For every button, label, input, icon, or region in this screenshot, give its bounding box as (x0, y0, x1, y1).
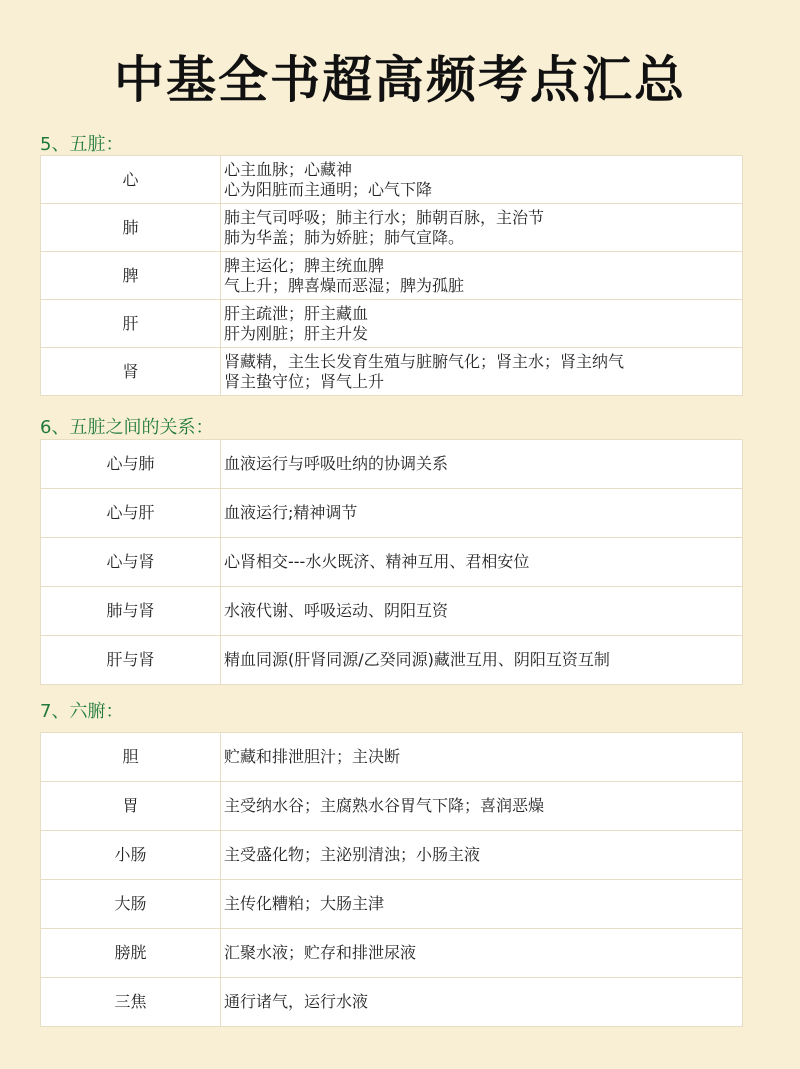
organ-function (221, 156, 743, 204)
organ-function: 主传化糟粕；大肠主津 (221, 880, 743, 929)
function-line: 肺为华盖；肺为娇脏；肺气宣降。 (224, 227, 465, 247)
organ-name: 肾 (41, 348, 221, 396)
table-row (41, 252, 743, 300)
section-heading-relations: 6、五脏之间的关系： (40, 417, 214, 438)
pair-name: 心与肝 (41, 489, 221, 538)
table-row (41, 538, 743, 587)
function-line: 气上升；脾喜燥而恶湿；脾为孤脏 (224, 275, 465, 295)
page-title: 中基全书超高频考点汇总 (114, 51, 686, 109)
pair-relation: 精血同源(肝肾同源/乙癸同源)藏泄互用、阴阳互资互制 (221, 636, 743, 685)
function-line: 肺主气司呼吸；肺主行水；肺朝百脉，主治节 (224, 207, 545, 227)
pair-name: 心与肺 (41, 440, 221, 489)
function-line: 肝为刚脏；肝主升发 (224, 323, 369, 343)
table-relations (40, 439, 743, 685)
table-row (41, 831, 743, 880)
organ-function: 主受盛化物；主泌别清浊；小肠主液 (221, 831, 743, 880)
table-row (41, 156, 743, 204)
pair-name: 肝与肾 (41, 636, 221, 685)
function-line: 脾主运化；脾主统血脾 (224, 255, 385, 275)
table-row (41, 204, 743, 252)
organ-name: 胃 (41, 782, 221, 831)
table-row (41, 978, 743, 1027)
table-row (41, 489, 743, 538)
organ-name: 肺 (41, 204, 221, 252)
table-row (41, 733, 743, 782)
organ-function: 主受纳水谷；主腐熟水谷胃气下降；喜润恶燥 (221, 782, 743, 831)
organ-name: 心 (41, 156, 221, 204)
section-heading-wuzang: 5、五脏： (40, 134, 124, 155)
table-wuzang (40, 155, 743, 396)
organ-name: 三焦 (41, 978, 221, 1027)
function-line: 心为阳脏而主通明；心气下降 (224, 179, 433, 199)
pair-name: 肺与肾 (41, 587, 221, 636)
organ-name: 肝 (41, 300, 221, 348)
pair-name: 心与肾 (41, 538, 221, 587)
function-line: 肾主蛰守位；肾气上升 (224, 371, 385, 391)
organ-function: 汇聚水液；贮存和排泄尿液 (221, 929, 743, 978)
table-row (41, 636, 743, 685)
table-row (41, 300, 743, 348)
table-row (41, 880, 743, 929)
table-row (41, 929, 743, 978)
table-liufu (40, 732, 743, 1027)
organ-function: 贮藏和排泄胆汁；主决断 (221, 733, 743, 782)
organ-function (221, 348, 743, 396)
table-row (41, 440, 743, 489)
pair-relation: 血液运行与呼吸吐纳的协调关系 (221, 440, 743, 489)
function-line: 肾藏精，主生长发育生殖与脏腑气化；肾主水；肾主纳气 (224, 351, 625, 371)
organ-function (221, 204, 743, 252)
organ-name: 膀胱 (41, 929, 221, 978)
organ-function (221, 252, 743, 300)
table-row (41, 782, 743, 831)
function-line: 心主血脉；心藏神 (224, 159, 353, 179)
function-line: 肝主疏泄；肝主藏血 (224, 303, 369, 323)
pair-relation: 心肾相交---水火既济、精神互用、君相安位 (221, 538, 743, 587)
pair-relation: 水液代谢、呼吸运动、阴阳互资 (221, 587, 743, 636)
organ-name: 脾 (41, 252, 221, 300)
organ-name: 胆 (41, 733, 221, 782)
organ-name: 大肠 (41, 880, 221, 929)
table-row (41, 348, 743, 396)
table-row (41, 587, 743, 636)
organ-name: 小肠 (41, 831, 221, 880)
pair-relation: 血液运行;精神调节 (221, 489, 743, 538)
organ-function (221, 300, 743, 348)
section-heading-liufu: 7、六腑： (40, 701, 124, 722)
organ-function: 通行诸气，运行水液 (221, 978, 743, 1027)
